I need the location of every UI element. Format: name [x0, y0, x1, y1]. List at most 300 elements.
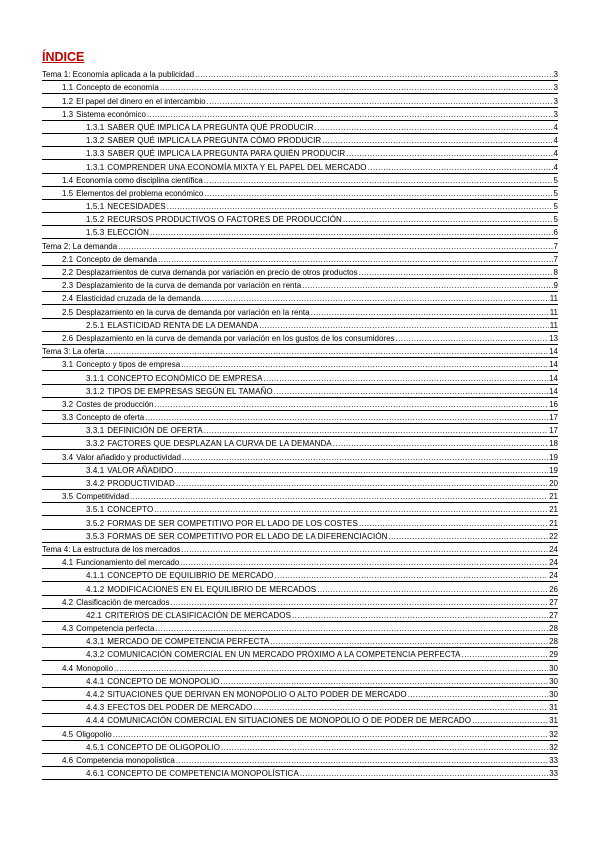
toc-entry-label [62, 412, 144, 423]
toc-dot-leader [118, 241, 552, 252]
toc-entry-number: 1.5.2 [86, 215, 105, 225]
toc-dot-leader [160, 82, 553, 93]
toc-dot-leader [114, 663, 548, 674]
toc-entry-label [86, 373, 263, 384]
toc-entry[interactable] [42, 68, 558, 81]
toc-entry[interactable] [42, 556, 558, 569]
toc-entry[interactable] [42, 424, 558, 437]
toc-entry[interactable] [42, 516, 558, 529]
toc-dot-leader [317, 584, 548, 595]
toc-entry[interactable] [42, 609, 558, 622]
toc-entry-number: 3.1.1 [86, 373, 105, 383]
toc-entry-number: 4.5.1 [86, 742, 105, 752]
toc-dot-leader [105, 346, 548, 357]
toc-entry-page: 4 [553, 122, 558, 132]
toc-entry-label [86, 201, 166, 212]
toc-dot-leader [315, 122, 553, 133]
toc-entry-number: 1.1 [62, 83, 74, 93]
toc-entry-label [62, 359, 180, 370]
toc-list [42, 68, 558, 780]
toc-entry-number: 4.4 [62, 663, 74, 673]
toc-entry-label [86, 386, 273, 397]
toc-entry[interactable] [42, 437, 558, 450]
toc-dot-leader [396, 333, 549, 344]
toc-entry-label [86, 214, 342, 225]
toc-entry[interactable] [42, 714, 558, 727]
toc-entry-text: COMPRENDER UNA ECONOMÍA MIXTA Y EL PAPEL DEL MERCADO [107, 162, 367, 172]
toc-entry-label [62, 729, 112, 740]
toc-dot-leader [174, 465, 548, 476]
toc-entry-label [42, 69, 194, 80]
toc-entry-text: Concepto de oferta [76, 413, 145, 423]
toc-entry[interactable] [42, 226, 558, 239]
toc-dot-leader [472, 715, 548, 726]
toc-entry-label [86, 768, 299, 779]
toc-entry-text: EFECTOS DEL PODER DE MERCADO [107, 703, 253, 713]
toc-entry-page: 31 [549, 703, 558, 713]
toc-dot-leader [113, 729, 548, 740]
toc-entry-number: 3.5.2 [86, 518, 105, 528]
toc-entry-number: 1.5.1 [86, 202, 105, 212]
toc-entry-label [62, 307, 310, 318]
toc-entry-number: 3.4.2 [86, 479, 105, 488]
toc-entry[interactable] [42, 503, 558, 516]
toc-dot-leader [359, 267, 553, 278]
toc-entry[interactable] [42, 727, 558, 740]
toc-dot-leader [202, 293, 549, 304]
toc-entry-label [62, 293, 201, 304]
toc-entry-label [62, 175, 203, 186]
toc-entry[interactable] [42, 450, 558, 463]
toc-entry[interactable] [42, 108, 558, 121]
toc-entry[interactable] [42, 635, 558, 648]
toc-entry-page: 30 [549, 690, 558, 699]
toc-entry[interactable] [42, 754, 558, 767]
toc-entry-page: 7 [553, 241, 558, 251]
toc-entry-page: 31 [549, 716, 558, 726]
toc-dot-leader [204, 188, 552, 199]
toc-entry[interactable] [42, 688, 558, 701]
toc-entry-page: 16 [549, 399, 558, 409]
toc-entry-text: SABER QUÉ IMPLICA LA PREGUNTA CÓMO PRODUCIR [107, 136, 322, 146]
toc-entry-text: Competencia perfecta [76, 624, 155, 634]
toc-entry-text: CONCEPTO DE EQUILIBRIO DE MERCADO [107, 571, 274, 581]
toc-entry-text: CONCEPTO DE OLIGOPOLIO [107, 742, 221, 752]
toc-entry-page: 17 [549, 426, 558, 436]
toc-entry-number: 4.3.2 [86, 650, 105, 660]
toc-entry-page: 19 [549, 452, 558, 462]
toc-entry-number: 4.4.2 [86, 690, 105, 699]
toc-entry-label [86, 425, 203, 436]
toc-entry-text: SITUACIONES QUE DERIVAN EN MONOPOLIO O ALTO PODER DE MERCADO [107, 690, 407, 699]
toc-dot-leader [171, 597, 549, 608]
toc-entry-number: 4.6.1 [86, 769, 105, 779]
toc-entry-text: El papel del dinero en el intercambio [76, 96, 206, 106]
toc-entry-text: CRITERIOS DE CLASIFICACIÓN DE MERCADOS [104, 610, 292, 620]
toc-entry-page: 30 [549, 676, 558, 686]
toc-entry-label [86, 122, 314, 133]
toc-dot-leader [181, 359, 548, 370]
toc-entry-text: RECURSOS PRODUCTIVOS O FACTORES DE PRODUCCIÓN [107, 215, 342, 225]
toc-entry-text: TIPOS DE EMPRESAS SEGÚN EL TAMAÑO [107, 386, 273, 396]
toc-entry[interactable] [42, 292, 558, 305]
toc-entry-number: 4.1 [62, 558, 74, 568]
toc-entry-number: 1.5.3 [86, 228, 105, 238]
toc-dot-leader [322, 135, 552, 146]
toc-dot-leader [300, 768, 548, 779]
toc-entry-text: Tema 3: La oferta [42, 347, 105, 357]
toc-entry-text: Sistema económico [76, 109, 146, 119]
toc-entry-text: Desplazamientos de curva demanda por variación en precio de otros productos [76, 268, 358, 277]
toc-entry-text: SABER QUÉ IMPLICA LA PREGUNTA QUÉ PRODUCIR [107, 122, 314, 132]
toc-entry-page: 5 [553, 215, 558, 225]
toc-entry-page: 30 [549, 663, 558, 673]
toc-entry[interactable] [42, 767, 558, 780]
toc-entry-text: Costes de producción [76, 399, 154, 409]
toc-entry-label [62, 254, 157, 265]
toc-entry-page: 32 [549, 742, 558, 752]
toc-entry[interactable] [42, 121, 558, 134]
toc-entry-page: 28 [549, 637, 558, 647]
toc-entry-label [62, 109, 146, 120]
toc-dot-leader [343, 214, 553, 225]
toc-entry-label [86, 649, 461, 660]
toc-entry-text: Desplazamiento en la curva de demanda por variación en los gustos de los consumidores [76, 333, 395, 343]
toc-entry[interactable] [42, 661, 558, 674]
toc-entry-page: 20 [549, 479, 558, 488]
toc-dot-leader [176, 478, 548, 489]
toc-entry[interactable] [42, 358, 558, 371]
toc-entry[interactable] [42, 279, 558, 292]
toc-dot-leader [275, 570, 549, 581]
toc-entry-text: Elementos del problema económico [76, 188, 204, 198]
toc-entry-page: 14 [549, 360, 558, 370]
toc-entry-page: 33 [549, 755, 558, 765]
toc-entry-label [62, 333, 395, 344]
toc-entry-text: MODIFICACIONES EN EL EQUILIBRIO DE MERCADOS [107, 584, 317, 594]
toc-entry[interactable] [42, 160, 558, 173]
toc-entry-label [86, 162, 367, 173]
toc-entry-page: 14 [549, 347, 558, 357]
toc-dot-leader [333, 438, 548, 449]
toc-entry-label [62, 491, 129, 502]
toc-entry-page: 17 [549, 413, 558, 423]
toc-entry[interactable] [42, 398, 558, 411]
toc-entry-label [86, 504, 153, 515]
toc-entry-page: 11 [549, 307, 558, 317]
toc-entry-page: 13 [549, 333, 558, 343]
toc-entry-page: 4 [553, 136, 558, 146]
toc-entry[interactable] [42, 200, 558, 213]
toc-entry[interactable] [42, 741, 558, 754]
toc-entry-number: 3.5.1 [86, 505, 105, 515]
toc-dot-leader [204, 175, 553, 186]
toc-entry-number: 2.4 [62, 294, 74, 304]
toc-entry-label [86, 320, 258, 331]
toc-entry-label [86, 570, 274, 581]
toc-entry-text: MERCADO DE COMPETENCIA PERFECTA [107, 637, 270, 647]
toc-dot-leader [150, 227, 553, 238]
toc-dot-leader [270, 636, 548, 647]
toc-entry[interactable] [42, 411, 558, 424]
toc-entry[interactable] [42, 622, 558, 635]
toc-entry-label [62, 452, 181, 463]
toc-dot-leader [221, 676, 549, 687]
toc-entry-page: 28 [549, 624, 558, 634]
toc-entry[interactable] [42, 266, 558, 279]
toc-entry-text: CONCEPTO DE COMPETENCIA MONOPOLÍSTICA [107, 769, 299, 779]
toc-entry-page: 18 [549, 439, 558, 449]
toc-entry-text: CONCEPTO ECONÓMICO DE EMPRESA [107, 373, 263, 383]
toc-entry[interactable] [42, 239, 558, 252]
toc-entry-text: COMUNICACIÓN COMERCIAL EN SITUACIONES DE MONOPOLIO O DE PODER DE MERCADO [107, 716, 472, 726]
toc-entry-page: 19 [549, 465, 558, 475]
toc-entry-text: Concepto de economía [76, 83, 159, 93]
toc-entry-text: Competencia monopolística [76, 755, 175, 765]
toc-entry-label [62, 280, 301, 291]
toc-entry-text: DEFINICIÓN DE OFERTA [107, 426, 203, 436]
toc-entry-number: 4.4.4 [86, 716, 105, 726]
toc-entry-page: 5 [553, 202, 558, 212]
toc-entry-page: 21 [549, 492, 558, 502]
toc-entry-text: Competitividad [76, 492, 130, 502]
toc-entry-number: 1.5 [62, 188, 74, 198]
toc-entry-number: 3.2 [62, 399, 74, 409]
toc-entry-text: ELECCIÓN [107, 228, 149, 238]
toc-entry-page: 21 [549, 518, 558, 528]
toc-dot-leader [311, 307, 549, 318]
toc-entry-page: 4 [553, 149, 558, 159]
toc-dot-leader [274, 386, 548, 397]
toc-entry-text: Funcionamiento del mercado [76, 558, 180, 568]
toc-dot-leader [182, 452, 548, 463]
toc-entry[interactable] [42, 569, 558, 582]
toc-entry-number: 3.3 [62, 413, 74, 423]
toc-entry-page: 11 [549, 320, 558, 330]
toc-entry-page: 26 [549, 584, 558, 594]
toc-entry-text: CONCEPTO [107, 505, 154, 515]
toc-entry-number: 3.1.2 [86, 386, 105, 396]
toc-entry[interactable] [42, 477, 558, 490]
toc-entry-label [62, 663, 113, 674]
toc-entry-text: FORMAS DE SER COMPETITIVO POR EL LADO DE LOS COSTES [107, 518, 358, 528]
toc-entry[interactable] [42, 543, 558, 556]
toc-dot-leader [389, 531, 549, 542]
toc-entry-label [86, 531, 388, 542]
toc-entry-number: 2.3 [62, 281, 74, 291]
toc-entry[interactable] [42, 582, 558, 595]
toc-entry-label [86, 135, 321, 146]
toc-entry-label [86, 689, 407, 700]
toc-entry-label [42, 544, 180, 555]
toc-entry[interactable] [42, 596, 558, 609]
toc-entry[interactable] [42, 371, 558, 384]
toc-entry-number: 4.4.3 [86, 703, 105, 713]
toc-dot-leader [302, 280, 552, 291]
toc-entry-label [86, 742, 220, 753]
toc-entry-number: 4.3.1 [86, 637, 105, 647]
toc-dot-leader [155, 623, 548, 634]
toc-entry-number: 4.6 [62, 755, 74, 765]
toc-entry-text: Tema 2: La demanda [42, 241, 118, 251]
toc-entry-number: 1.3 [62, 109, 74, 119]
toc-entry-number: 1.2 [62, 96, 74, 106]
toc-entry[interactable] [42, 464, 558, 477]
toc-entry-text: Elasticidad cruzada de la demanda [76, 294, 201, 304]
toc-entry[interactable] [42, 701, 558, 714]
toc-dot-leader [264, 373, 549, 384]
toc-dot-leader [167, 201, 553, 212]
toc-page [42, 50, 558, 780]
toc-entry-number: 2.5.1 [86, 320, 105, 330]
toc-dot-leader [259, 320, 548, 331]
toc-entry-label [42, 241, 117, 252]
toc-entry-page: 3 [553, 83, 558, 93]
toc-dot-leader [180, 557, 548, 568]
toc-entry-number: 2.1 [62, 254, 74, 264]
toc-entry-page: 24 [549, 558, 558, 568]
toc-entry-text: Concepto de demanda [76, 254, 158, 264]
toc-entry-page: 9 [553, 281, 558, 291]
toc-entry-page: 14 [549, 386, 558, 396]
toc-entry-label [86, 518, 358, 529]
toc-entry[interactable] [42, 530, 558, 543]
toc-entry-number: 3.4.1 [86, 465, 105, 475]
toc-entry-label [86, 227, 149, 238]
toc-entry-text: VALOR AÑADIDO [107, 465, 174, 475]
toc-entry-text: NECESIDADES [107, 202, 166, 212]
toc-entry-page: 5 [553, 175, 558, 185]
toc-entry-number: 1.4 [62, 175, 74, 185]
toc-entry-number: 1.3.3 [86, 149, 105, 159]
toc-entry-number: 3.1 [62, 360, 74, 370]
toc-entry-label [86, 465, 173, 476]
toc-entry-number: 3.3.2 [86, 439, 105, 449]
toc-entry-label [62, 96, 206, 107]
toc-entry-number: 4.1.2 [86, 584, 105, 594]
toc-dot-leader [204, 425, 548, 436]
toc-entry-page: 29 [549, 650, 558, 660]
toc-entry-text: Clasificación de mercados [76, 597, 170, 607]
toc-entry-number: 1.3.1 [86, 162, 105, 172]
toc-entry-number: 4.1.1 [86, 571, 105, 581]
toc-entry-label [62, 82, 159, 93]
toc-entry[interactable] [42, 174, 558, 187]
toc-entry-number: 1.3.2 [86, 136, 105, 146]
toc-entry-page: 4 [553, 162, 558, 172]
toc-entry-page: 14 [549, 373, 558, 383]
toc-entry[interactable] [42, 675, 558, 688]
toc-entry-number: 3.5.3 [86, 531, 105, 541]
toc-entry-label [86, 636, 269, 647]
toc-entry-page: 6 [553, 228, 558, 238]
toc-entry-number: 2.5 [62, 307, 74, 317]
toc-entry-text: PRODUCTIVIDAD [107, 479, 175, 488]
toc-entry-number: 2.2 [62, 268, 74, 277]
toc-entry-page: 22 [549, 531, 558, 541]
toc-entry[interactable] [42, 187, 558, 200]
toc-entry-label [62, 597, 170, 608]
toc-entry-label [62, 557, 179, 568]
toc-entry-label [42, 346, 104, 357]
toc-dot-leader [181, 544, 548, 555]
toc-entry-label [62, 755, 175, 766]
toc-entry-label [86, 715, 471, 726]
toc-entry[interactable] [42, 81, 558, 94]
toc-entry-page: 24 [549, 544, 558, 554]
toc-entry-text: Desplazamiento en la curva de demanda por variación en la renta [76, 307, 310, 317]
toc-dot-leader [145, 412, 548, 423]
toc-entry-text: Monopolio [76, 663, 114, 673]
toc-entry-text: SABER QUÉ IMPLICA LA PREGUNTA PARA QUIÉN PRODUCIR [107, 149, 346, 159]
toc-entry-text: ELASTICIDAD RENTA DE LA DEMANDA [107, 320, 259, 330]
toc-entry-text: Tema 4: La estructura de los mercados [42, 544, 181, 554]
toc-dot-leader [147, 109, 553, 120]
toc-entry-number: 4.5 [62, 729, 74, 739]
toc-entry-page: 33 [549, 769, 558, 779]
toc-entry-text: CONCEPTO DE MONOPOLIO [107, 676, 220, 686]
toc-entry-text: COMUNICACIÓN COMERCIAL EN UN MERCADO PRÓXIMO A LA COMPETENCIA PERFECTA [107, 650, 461, 660]
toc-entry-label [62, 188, 203, 199]
toc-entry[interactable] [42, 345, 558, 358]
toc-dot-leader [154, 504, 548, 515]
toc-entry-label [86, 610, 291, 621]
toc-entry-label [86, 676, 220, 687]
toc-entry-text: Concepto y tipos de empresa [76, 360, 181, 370]
toc-entry[interactable] [42, 94, 558, 107]
toc-entry-label [86, 584, 316, 595]
toc-dot-leader [368, 162, 553, 173]
toc-entry-number: 2.6 [62, 333, 74, 343]
toc-entry-text: Economía como disciplina científica [76, 175, 203, 185]
toc-dot-leader [130, 491, 548, 502]
toc-entry[interactable] [42, 147, 558, 160]
toc-entry[interactable] [42, 213, 558, 226]
toc-entry-label [86, 478, 175, 489]
toc-dot-leader [408, 689, 548, 700]
toc-entry-text: Desplazamiento de la curva de demanda por variación en renta [76, 281, 302, 291]
toc-entry-page: 11 [549, 294, 558, 304]
toc-dot-leader [195, 69, 552, 80]
toc-entry[interactable] [42, 134, 558, 147]
toc-entry-label [62, 267, 358, 278]
toc-entry-page: 32 [549, 729, 558, 739]
toc-entry-number: 4.3 [62, 624, 74, 634]
toc-dot-leader [253, 702, 548, 713]
toc-dot-leader [462, 649, 549, 660]
toc-entry[interactable] [42, 648, 558, 661]
toc-entry[interactable] [42, 319, 558, 332]
toc-entry-number: 1.3.1 [86, 122, 105, 132]
toc-entry[interactable] [42, 385, 558, 398]
toc-entry[interactable] [42, 305, 558, 318]
toc-title: ÍNDICE [42, 50, 85, 64]
toc-entry-label [86, 438, 332, 449]
toc-dot-leader [155, 399, 549, 410]
toc-entry-page: 3 [553, 96, 558, 106]
toc-entry-number: 3.5 [62, 492, 74, 502]
toc-entry[interactable] [42, 253, 558, 266]
toc-entry-label [86, 702, 252, 713]
toc-dot-leader [158, 254, 552, 265]
toc-entry[interactable] [42, 332, 558, 345]
toc-dot-leader [207, 96, 553, 107]
toc-entry-page: 7 [553, 254, 558, 264]
toc-dot-leader [292, 610, 548, 621]
toc-entry[interactable] [42, 490, 558, 503]
toc-entry-label [62, 623, 154, 634]
toc-entry-label [86, 148, 345, 159]
